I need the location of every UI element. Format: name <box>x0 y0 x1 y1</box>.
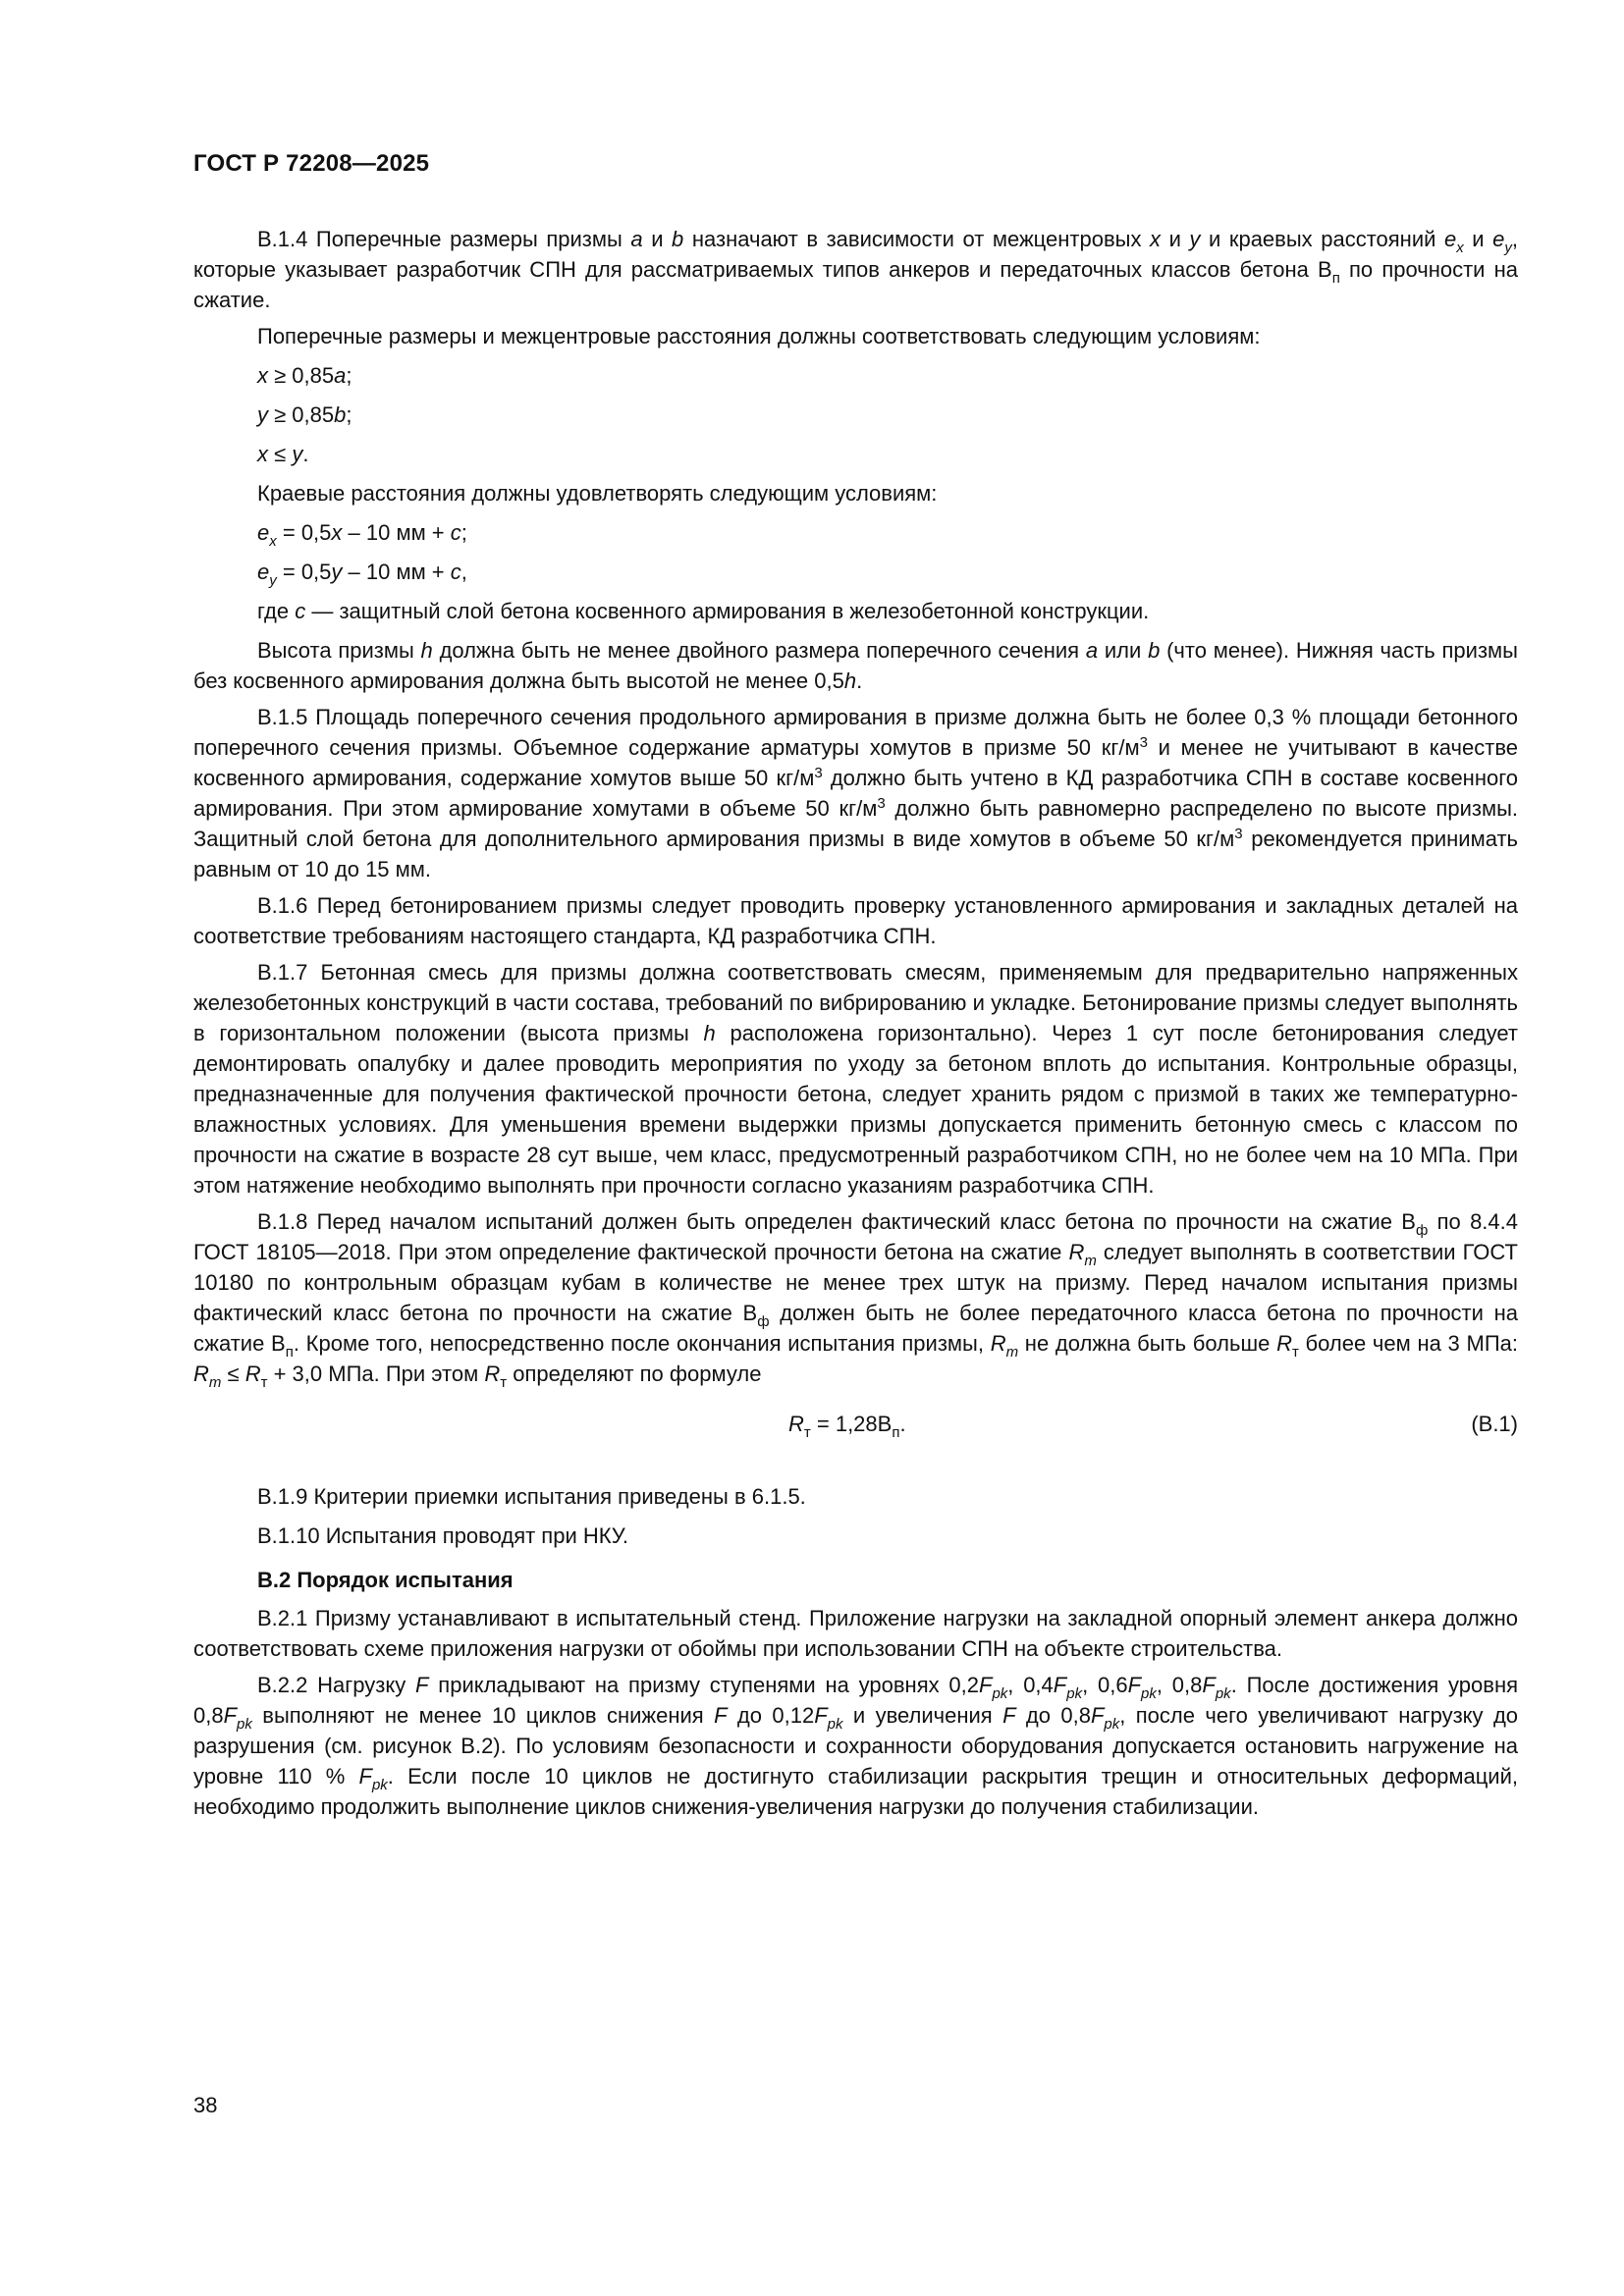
paragraph: B.1.8 Перед началом испытаний должен быть определен фактический класс бетона по прочности на сжатие $В_ф$ по 8.4.4 ГОСТ 18105—2018. При этом определение фактической прочности бетона на сжатие $R_m$ следует выполнять в соответствии ГОСТ 10180 по контрольным образцам кубам в количестве не менее трех штук на призму. Перед началом испытания призмы фактический класс бетона по прочности на сжатие $В_ф$ должен быть не более передаточного класса бетона по прочности на сжатие $В_п$. Кроме того, непосредственно после окончания испытания призмы, $R_m$ не должна быть больше $R_т$ более чем на 3 МПа: $R_m \le R_т + 3,0$ МПа. При этом $R_т$ определяют по формуле <box>193 1209 1518 1391</box>
paragraph: $e_y = 0,5y - 10$ мм + c, <box>257 560 467 589</box>
page-number: 38 <box>193 2093 218 2117</box>
formula-number: (В.1) <box>1471 1412 1518 1436</box>
paragraph: Поперечные размеры и межцентровые расстояния должны соответствовать следующим условиям: <box>257 324 1261 348</box>
document-header: ГОСТ Р 72208—2025 <box>193 150 430 177</box>
formula-b1 <box>193 1405 1518 1444</box>
paragraph: Краевые расстояния должны удовлетворять следующим условиям: <box>257 481 938 506</box>
paragraph: B.2.2 Нагрузку F прикладывают на призму ступенями на уровнях $0,2F_{pk}$, $0,4F_{pk}$, $0,6F_{pk}$, $0,8F_{pk}$. После достижения уровня $0,8F_{pk}$ выполняют не менее 10 циклов снижения F до $0,12F_{pk}$ и увеличения F до $0,8F_{pk}$, после чего увеличивают нагрузку до разрушения (см. рисунок В.2). По условиям безопасности и сохранности оборудования допускается остановить нагружение на уровне 110 % $F_{pk}$. Если после 10 циклов не достигнуто стабилизации раскрытия трещин и относительных деформаций, необходимо продолжить выполнение циклов снижения-увеличения нагрузки до получения стабилизации. <box>193 1673 1519 1819</box>
formula-expression: $R_т = 1,28В_п$. <box>788 1412 906 1441</box>
paragraph: где c — защитный слой бетона косвенного армирования в железобетонной конструкции. <box>257 599 1150 623</box>
document-body <box>193 224 1518 1828</box>
section-b2-text <box>193 1481 1518 1822</box>
paragraph: B.1.6 Перед бетонированием призмы следует проводить проверку установленного армирования и закладных деталей на соответствие требованиям настоящего стандарта, КД разработчика СПН. <box>193 893 1518 948</box>
paragraph: x ≥ 0,85a; <box>257 363 352 388</box>
paragraph: B.1.5 Площадь поперечного сечения продольного армирования в призме должна быть не более 0,3 % площади бетонного поперечного сечения призмы. Объемное содержание арматуры хомутов в призме 50 $кг/м^3$ и менее не учитывают в качестве косвенного армирования, содержание хомутов выше 50 $кг/м^3$ должно быть учтено в КД разработчика СПН в составе косвенного армирования. При этом армирование хомутами в объеме 50 $кг/м^3$ должно быть равномерно распределено по высоте призмы. Защитный слой бетона для дополнительного армирования призмы в виде хомутов в объеме 50 $кг/м^3$ рекомендуется принимать равным от 10 до 15 мм. <box>193 705 1519 881</box>
paragraph: $e_x = 0,5x - 10$ мм + c; <box>257 520 467 550</box>
paragraph: B.2.1 Призму устанавливают в испытательный стенд. Приложение нагрузки на закладной опорный элемент анкера должно соответствовать схеме приложения нагрузки от обоймы при использовании СПН на объекте строительства. <box>193 1606 1518 1661</box>
paragraph: B.1.9 Критерии приемки испытания приведены в 6.1.5. <box>257 1484 806 1509</box>
paragraph: Высота призмы h должна быть не менее двойного размера поперечного сечения a или b (что менее). Нижняя часть призмы без косвенного армирования должна быть высотой не менее 0,5h. <box>193 638 1518 693</box>
section-b1-text <box>193 224 1518 1389</box>
paragraph: B.1.10 Испытания проводят при НКУ. <box>257 1523 628 1548</box>
paragraph: B.1.4 Поперечные размеры призмы a и b назначают в зависимости от межцентровых x и y и краевых расстояний $e_x$ и $e_y$, которые указывает разработчик СПН для рассматриваемых типов анкеров и передаточных классов бетона $В_п$ по прочности на сжатие. <box>193 227 1518 312</box>
paragraph: B.1.7 Бетонная смесь для призмы должна соответствовать смесям, применяемым для предварительно напряженных железобетонных конструкций в части состава, требований по вибрированию и укладке. Бетонирование призмы следует выполнять в горизонтальном положении (высота призмы h расположена горизонтально). Через 1 сут после бетонирования следует демонтировать опалубку и далее проводить мероприятия по уходу за бетоном вплоть до испытания. Контрольные образцы, предназначенные для получения фактической прочности бетона, следует хранить рядом с призмой в таких же температурно-влажностных условиях. Для уменьшения времени выдержки призмы допускается применить бетонную смесь с классом по прочности на сжатие в возрасте 28 сут выше, чем класс, предусмотренный разработчиком СПН, но не более чем на 10 МПа. При этом натяжение необходимо выполнять при прочности согласно указаниям разработчика СПН. <box>193 960 1518 1198</box>
section-heading: B.2 Порядок испытания <box>257 1568 514 1592</box>
paragraph: y ≥ 0,85b; <box>257 402 352 427</box>
paragraph: x ≤ y. <box>257 442 309 466</box>
